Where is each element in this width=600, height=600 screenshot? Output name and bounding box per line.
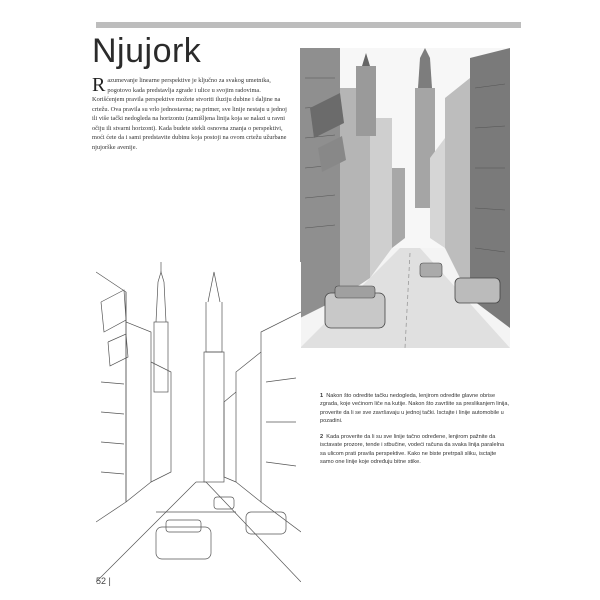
header-rule xyxy=(96,22,521,28)
finished-street-sketch xyxy=(300,48,510,348)
caption-step-1 xyxy=(320,392,510,425)
page-number: 52 | xyxy=(96,576,111,586)
intro-paragraph xyxy=(92,76,292,152)
caption-step-2-number: 2 xyxy=(320,434,324,440)
line-street-sketch xyxy=(96,262,301,582)
caption-step-1-number: 1 xyxy=(320,393,324,399)
caption-step-1-text: Nakon što odredite tačku nedogleda, lenjirom odredite glavne obrise zgrada, koje većinom liče na kutije. Nakon što završite sa preslikanjem linija, proverite da li se sve završavaju u jednoj tački. Isctajte i linije automobile u pozadini. xyxy=(320,393,510,424)
caption-step-2-text: Kada proverite da li su sve linije tačno određene, lenjirom pažnite da isctavate prozore, tende i stbučine, vodeći računa da svaka linija paralelna sa ulicom prati pravila perspektive. Kako ne biste pretrpali sliku, isctajte samo one linije koje određuju bitne stike. xyxy=(320,434,505,465)
intro-text: azumevanje linearne perspektive je ključno za svakog umetnika, pogotovo kada predstavlja zgrade i ulice u svojim radovima. Korišćenjem pravila perspektive možete stvoriti iluziju dubine i daljine na crtežu. Ova pravila su vrlo jednostavna; na primer, sve linije nestaju u jednoj ili više tački nedogleda na horizontu (zamišljena linija koja se nalazi u ravni očiju ili stvarni horizont). Kada budete stekli osnovna znanja o perspektivi, moći ćete da i sami predstavite dubinu kojа postoji na ovom crtežu užurbane njujorške avenije. xyxy=(92,77,287,151)
intro-dropcap: R xyxy=(92,74,106,96)
caption-step-2 xyxy=(320,433,510,466)
page-title: Njujork xyxy=(92,32,202,70)
